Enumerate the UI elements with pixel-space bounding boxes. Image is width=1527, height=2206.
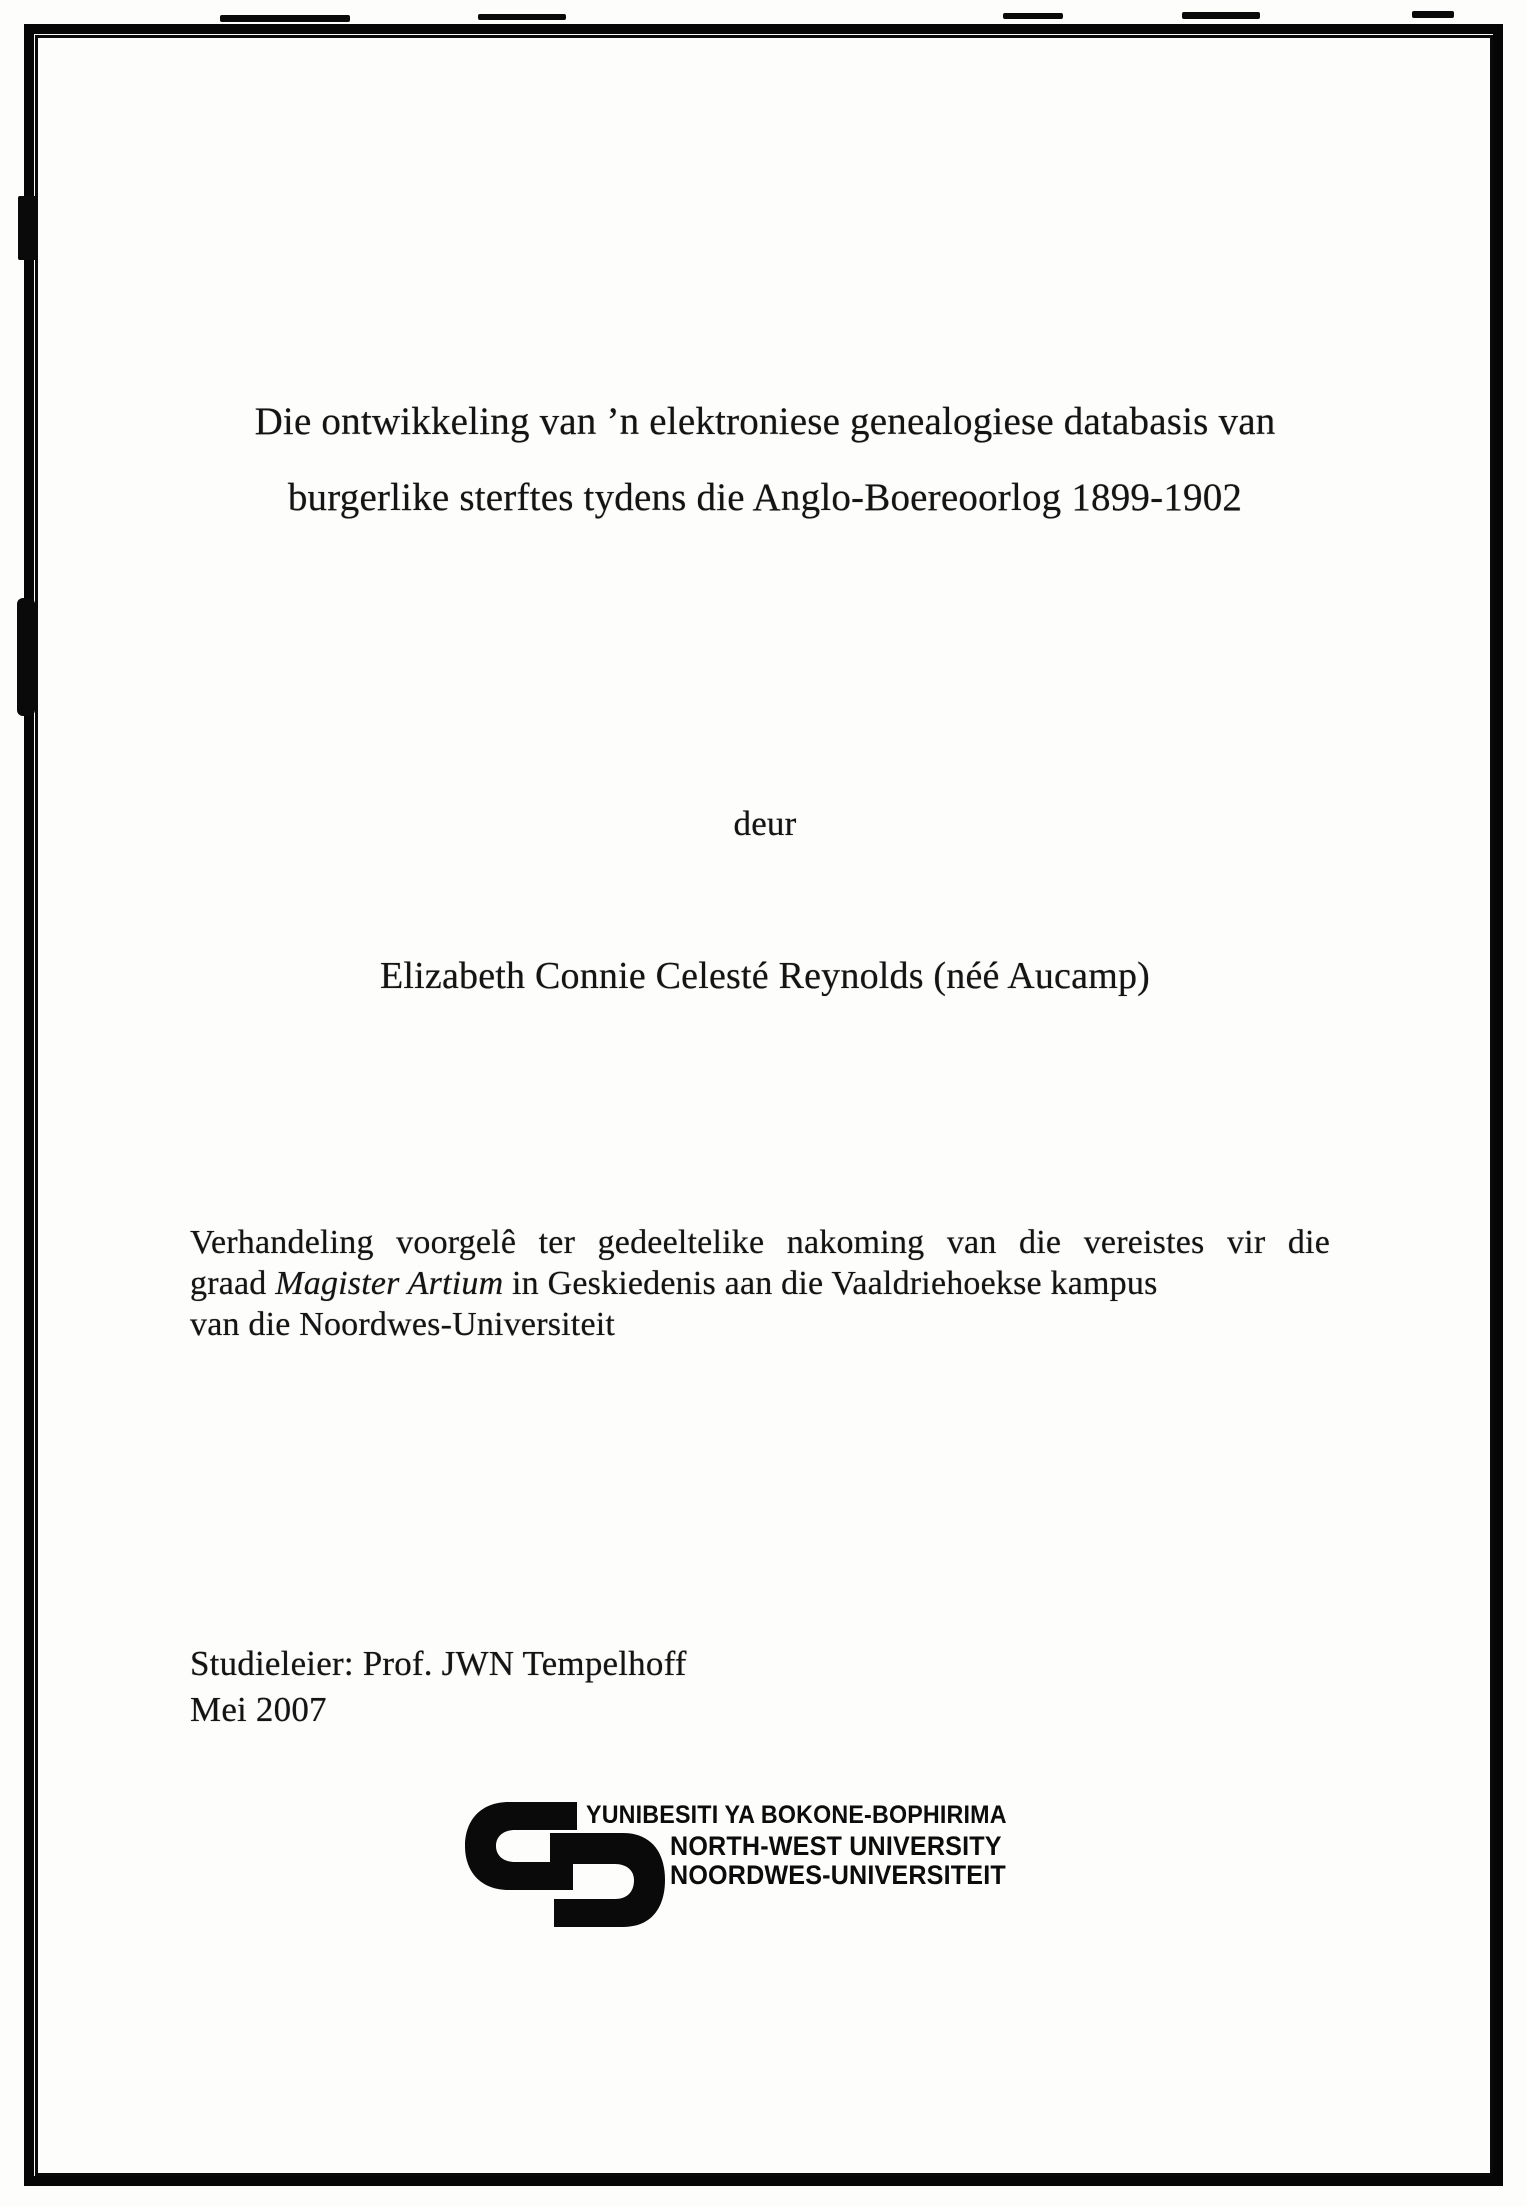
scan-artifact — [1182, 12, 1260, 19]
logo-text-english: NORTH-WEST UNIVERSITY — [670, 1831, 1002, 1861]
scan-artifact — [220, 15, 350, 22]
logo-text-setswana: YUNIBESITI YA BOKONE-BOPHIRIMA — [586, 1801, 1007, 1829]
author-name: Elizabeth Connie Celesté Reynolds (néé Aucamp) — [379, 955, 1151, 997]
description-line-2-post: in Geskiedenis aan die Vaaldriehoekse kampus — [503, 1265, 1158, 1302]
description-line-2-pre: graad — [190, 1265, 276, 1302]
thesis-title — [185, 384, 1345, 536]
thesis-title-line-2: burgerlike sterftes tydens die Anglo-Boereoorlog 1899-1902 — [287, 476, 1243, 519]
scan-artifact — [1003, 13, 1063, 19]
scan-artifact — [1412, 11, 1454, 18]
supervisor-block — [190, 1641, 1330, 1733]
description-line-2 — [190, 1263, 1330, 1304]
logo-text-afrikaans: NOORDWES-UNIVERSITEIT — [670, 1860, 1006, 1890]
scan-artifact — [478, 14, 566, 20]
thesis-description — [190, 1222, 1330, 1345]
supervisor-line: Studieleier: Prof. JWN Tempelhoff — [190, 1644, 687, 1683]
description-line-3: van die Noordwes-Universiteit — [190, 1306, 616, 1343]
university-logo — [465, 1802, 1085, 1937]
description-line-1: Verhandeling voorgelê ter gedeeltelike nakoming van die vereistes vir die — [190, 1224, 1330, 1261]
description-degree-italic: Magister Artium — [275, 1265, 504, 1302]
byline-label: deur — [733, 804, 797, 843]
scan-artifact — [17, 598, 35, 716]
scan-artifact — [18, 196, 37, 260]
thesis-title-line-1: Die ontwikkeling van ’n elektroniese genealogiese databasis van — [254, 400, 1276, 443]
date-line: Mei 2007 — [190, 1690, 327, 1729]
